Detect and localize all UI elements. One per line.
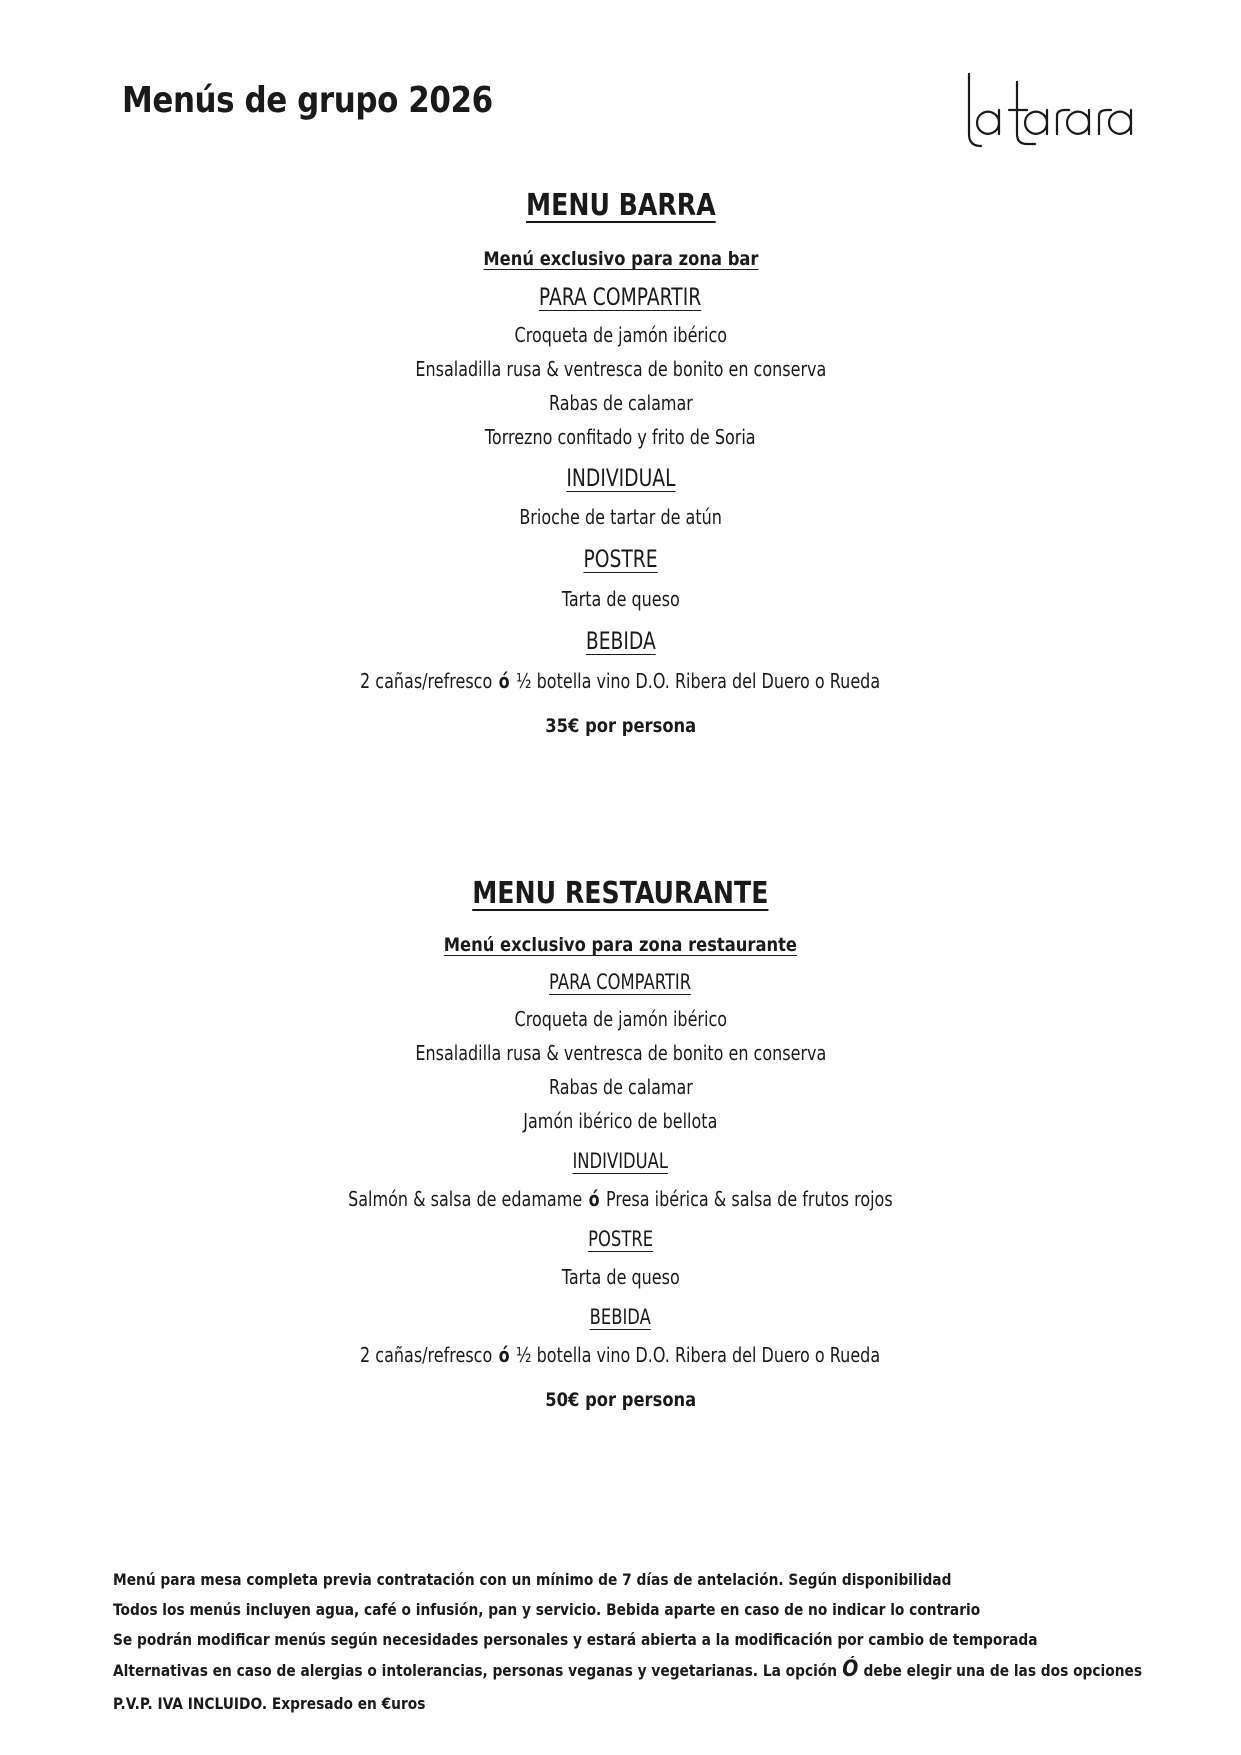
individual-left: Salmón & salsa de edamame <box>348 1187 583 1211</box>
course-heading-bebida: BEBIDA <box>585 627 656 655</box>
footer-note: Menú para mesa completa previa contratación con un mínimo de 7 días de antelación. Según disponibilidad <box>113 1570 952 1589</box>
page-title: Menús de grupo 2026 <box>122 80 493 121</box>
dish-item: Rabas de calamar <box>548 1075 693 1099</box>
menu-subtitle: Menú exclusivo para zona bar <box>482 248 759 270</box>
dish-item: Ensaladilla rusa & ventresca de bonito en conserva <box>415 357 826 381</box>
menu-title: MENU BARRA <box>525 188 716 223</box>
dish-item: Croqueta de jamón ibérico <box>514 323 727 347</box>
course-heading-para-compartir: PARA COMPARTIR <box>539 283 702 311</box>
individual-right: Presa ibérica & salsa de frutos rojos <box>606 1187 893 1211</box>
menu-barra-section <box>0 182 1241 748</box>
dish-item: Croqueta de jamón ibérico <box>514 1007 727 1031</box>
drink-left: 2 cañas/refresco <box>360 1343 493 1367</box>
menu-price: 50€ por persona <box>545 1389 696 1411</box>
drink-left: 2 cañas/refresco <box>360 669 493 693</box>
drink-right: ½ botella vino D.O. Ribera del Duero o Rueda <box>516 669 881 693</box>
footer-pvp: P.V.P. IVA INCLUIDO. Expresado en €uros <box>113 1694 426 1713</box>
footer-note-alternatives <box>113 1655 1143 1685</box>
dish-item: Brioche de tartar de atún <box>519 505 722 529</box>
menu-title: MENU RESTAURANTE <box>472 876 769 911</box>
drink-right: ½ botella vino D.O. Ribera del Duero o Rueda <box>516 1343 881 1367</box>
course-heading-para-compartir: PARA COMPARTIR <box>549 970 692 994</box>
or-separator: ó <box>499 1343 511 1367</box>
footer-notes <box>113 1565 1213 1719</box>
or-separator: ó <box>588 1187 600 1211</box>
individual-option <box>348 1182 893 1216</box>
dish-item: Torrezno confitado y frito de Soria <box>485 425 756 449</box>
or-separator: ó <box>499 669 511 693</box>
drink-option <box>360 1338 880 1372</box>
footer-note: Se podrán modificar menús según necesidades personales y estará abierta a la modificación por cambio de temporada <box>113 1630 1038 1649</box>
dish-item: Jamón ibérico de bellota <box>523 1109 718 1133</box>
menu-price: 35€ por persona <box>545 715 696 737</box>
dish-item: Rabas de calamar <box>548 391 693 415</box>
drink-option <box>360 664 880 698</box>
course-heading-postre: POSTRE <box>583 545 658 573</box>
alt-left: Alternativas en caso de alergias o intolerancias, personas veganas y vegetarianas. La opción <box>113 1661 838 1680</box>
alt-option-o: Ó <box>842 1657 859 1682</box>
latarara-logo <box>965 72 1140 150</box>
menu-subtitle: Menú exclusivo para zona restaurante <box>443 934 798 956</box>
course-heading-individual: INDIVIDUAL <box>572 1149 669 1173</box>
dish-item: Tarta de queso <box>561 587 680 611</box>
menu-restaurante-section <box>0 870 1241 1422</box>
course-heading-postre: POSTRE <box>588 1227 653 1251</box>
footer-note: Todos los menús incluyen agua, café o infusión, pan y servicio. Bebida aparte en caso de no indicar lo contrario <box>113 1600 981 1619</box>
dish-item: Tarta de queso <box>561 1265 680 1289</box>
course-heading-individual: INDIVIDUAL <box>565 464 676 492</box>
dish-item: Ensaladilla rusa & ventresca de bonito en conserva <box>415 1041 826 1065</box>
alt-right: debe elegir una de las dos opciones <box>863 1661 1143 1680</box>
course-heading-bebida: BEBIDA <box>589 1305 652 1329</box>
